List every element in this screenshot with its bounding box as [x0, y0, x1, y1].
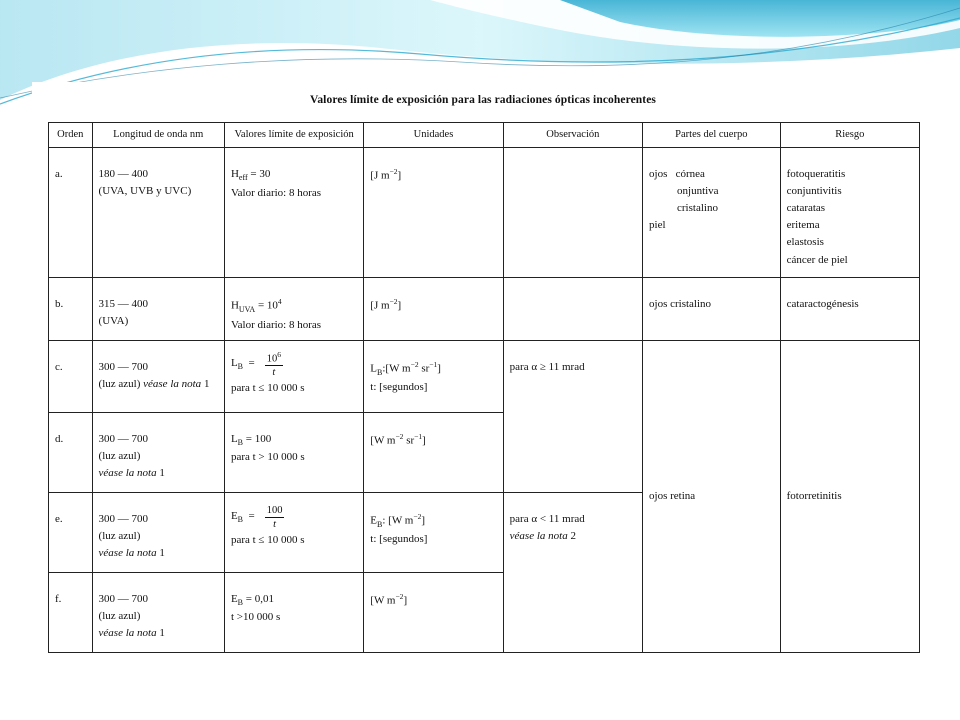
header-riesgo: Riesgo	[780, 123, 919, 148]
observacion-note: véase la nota 2	[509, 529, 576, 542]
cell-unidades	[364, 572, 503, 652]
observacion-value: para α ≥ 11 mrad	[509, 360, 585, 373]
cell-partes-merged: ojos retina	[643, 340, 781, 652]
cell-longitud	[92, 412, 224, 492]
fraction-denominator: t	[272, 367, 276, 379]
cell-unidades	[364, 278, 503, 340]
unidades-value: [J $m^{-2}$]	[370, 167, 402, 182]
cell-valor	[224, 340, 363, 412]
longitud-range: 315 — 400	[98, 298, 149, 311]
cell-observacion	[503, 492, 642, 652]
longitud-note: véase la nota 1	[98, 466, 165, 479]
unidades-note: t: [segundos]	[370, 532, 428, 545]
valor-fraction	[231, 351, 283, 379]
cell-orden: e.	[49, 492, 93, 572]
valor-formula: $E_B = 0,01$	[230, 592, 274, 607]
longitud-range: 300 — 700	[98, 592, 149, 605]
longitud-range: 300 — 700	[98, 512, 149, 525]
table-row	[49, 278, 920, 340]
cell-orden: b.	[49, 278, 93, 340]
cell-valor	[224, 492, 363, 572]
longitud-band: (luz azul)	[98, 609, 141, 622]
cell-unidades	[364, 340, 503, 412]
cell-valor	[224, 148, 363, 278]
cell-longitud	[92, 340, 224, 412]
partes-item: cristalino	[677, 202, 718, 215]
valor-fraction	[231, 505, 285, 530]
cell-orden: f.	[49, 572, 93, 652]
partes-item: onjuntiva	[677, 185, 719, 198]
riesgo-item: conjuntivitis	[786, 185, 842, 198]
unidades-value: $L_B:[W$ $m^{-2}$ $sr^{-1}$]	[370, 359, 441, 377]
cell-unidades	[364, 412, 503, 492]
table-row	[49, 340, 920, 412]
cell-valor	[224, 572, 363, 652]
unidades-value: [W $m^{-2}$]	[370, 591, 408, 607]
table-row	[49, 148, 920, 278]
longitud-range: 180 — 400	[98, 168, 149, 181]
valor-formula: $L_B = 100$	[230, 432, 272, 447]
header-longitud: Longitud de onda nm	[92, 123, 224, 148]
cell-partes	[643, 148, 781, 278]
partes-item: córnea	[675, 168, 705, 181]
riesgo-item: cataratas	[786, 202, 826, 215]
fraction	[265, 505, 285, 530]
valor-lhs: $L_B$ =	[230, 357, 255, 372]
fraction	[265, 351, 283, 379]
unidades-value: [W $m^{-2}$ $sr^{-1}$]	[370, 431, 426, 447]
longitud-band: (luz azul) véase la nota 1	[98, 377, 210, 390]
document-page	[32, 82, 934, 668]
partes-piel: piel	[649, 219, 666, 232]
riesgo-item: cáncer de piel	[786, 253, 848, 266]
observacion-value: para α < 11 mrad	[509, 512, 585, 525]
cell-observacion	[503, 340, 642, 492]
unidades-value: [J $m^{-2}$]	[370, 297, 402, 312]
fraction-numerator: 100	[265, 505, 285, 518]
cell-valor	[224, 412, 363, 492]
cell-longitud	[92, 148, 224, 278]
cell-riesgo	[780, 148, 919, 278]
longitud-range: 300 — 700	[98, 432, 149, 445]
cell-valor	[224, 278, 363, 340]
document-title: Valores límite de exposición para las radiaciones ópticas incoherentes	[309, 94, 657, 106]
valor-note: Valor diario: 8 horas	[230, 318, 322, 331]
cell-unidades	[364, 148, 503, 278]
header-partes: Partes del cuerpo	[643, 123, 781, 148]
longitud-band: (UVA, UVB y UVC)	[98, 185, 192, 198]
riesgo-item: fotoqueratitis	[786, 168, 846, 181]
cell-orden: c.	[49, 340, 93, 412]
longitud-band: (luz azul)	[98, 529, 141, 542]
unidades-note: t: [segundos]	[370, 380, 428, 393]
header-valores: Valores límite de exposición	[224, 123, 363, 148]
unidades-value: $E_B$: [W $m^{-2}$]	[370, 511, 425, 529]
partes-ojos-label: ojos	[649, 168, 668, 181]
cell-partes: ojos cristalino	[643, 278, 781, 340]
longitud-note: véase la nota 1	[98, 546, 165, 559]
longitud-note: véase la nota 1	[98, 626, 165, 639]
valor-note: para t ≤ 10 000 s	[230, 382, 305, 395]
valor-formula: $H_{UVA} = 10^4$	[230, 297, 282, 315]
longitud-band: (luz azul)	[98, 449, 141, 462]
cell-longitud	[92, 278, 224, 340]
longitud-range: 300 — 700	[98, 360, 149, 373]
cell-unidades	[364, 492, 503, 572]
fraction-denominator: t	[273, 518, 277, 530]
valor-note: t >10 000 s	[230, 611, 281, 624]
cell-observacion	[503, 278, 642, 340]
valor-formula: $H_{eff} = 30$	[230, 168, 271, 183]
partes-eye-line	[649, 166, 774, 183]
valor-note: para t ≤ 10 000 s	[230, 533, 305, 546]
valor-note: Valor diario: 8 horas	[230, 186, 322, 199]
valor-lhs: $E_B$ =	[230, 509, 255, 524]
riesgo-item: elastosis	[786, 236, 824, 249]
header-observacion: Observación	[503, 123, 642, 148]
valor-note: para t > 10 000 s	[230, 451, 305, 464]
header-orden: Orden	[49, 123, 93, 148]
fraction-numerator: $10^6$	[265, 351, 283, 367]
riesgo-item: eritema	[786, 219, 820, 232]
cell-observacion	[503, 148, 642, 278]
longitud-band: (UVA)	[98, 315, 129, 328]
header-unidades: Unidades	[364, 123, 503, 148]
exposure-limits-table	[48, 122, 920, 653]
cell-longitud	[92, 492, 224, 572]
table-header-row	[49, 123, 920, 148]
cell-orden: d.	[49, 412, 93, 492]
cell-orden: a.	[49, 148, 93, 278]
cell-riesgo-merged: fotorretinitis	[780, 340, 919, 652]
cell-riesgo: cataractogénesis	[780, 278, 919, 340]
cell-longitud	[92, 572, 224, 652]
